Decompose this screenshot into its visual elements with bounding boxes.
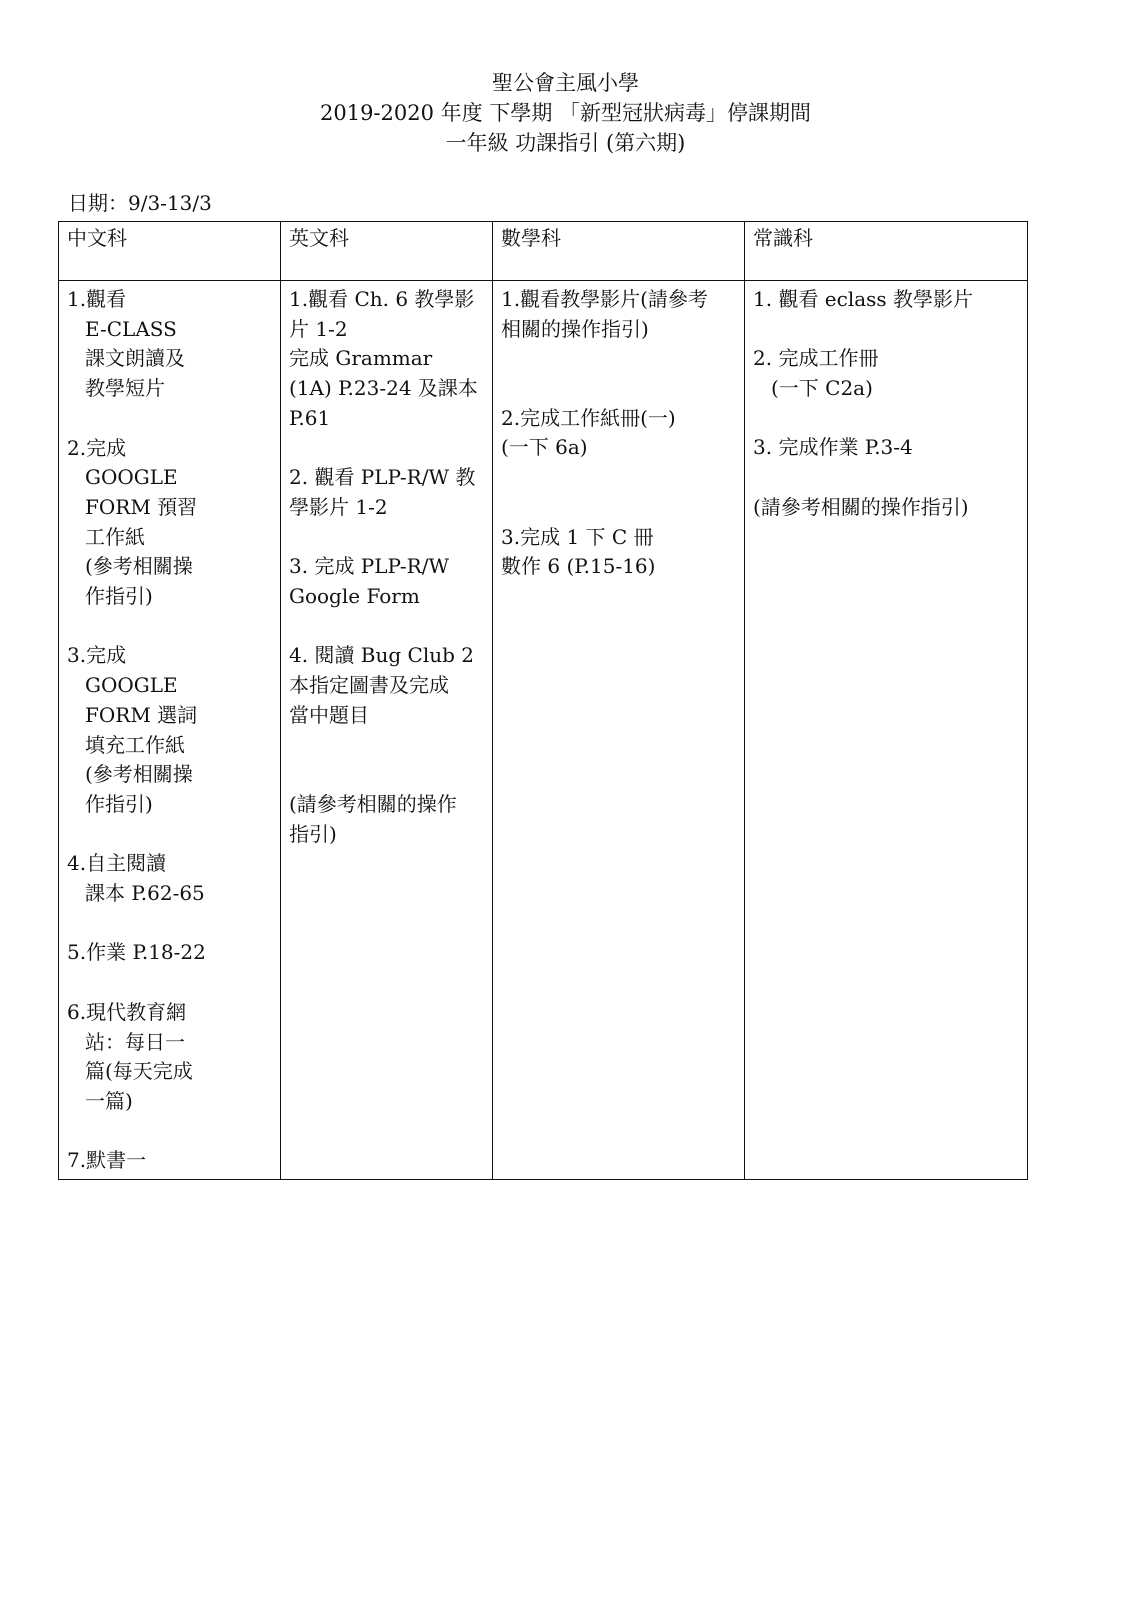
column-header-chinese: 中文科 [59, 222, 281, 281]
chinese-line: GOOGLE [85, 465, 178, 490]
chinese-line: 篇(每天完成 [85, 1059, 193, 1084]
math-line [501, 493, 736, 523]
chinese-line: 填充工作紙 [85, 732, 185, 757]
chinese-line: 工作紙 [85, 524, 145, 549]
chinese-line: (參考相關操 [85, 762, 193, 787]
math-line: 2.完成工作紙冊(一) [501, 405, 676, 430]
chinese-line: 6.現代教育網 [67, 999, 187, 1024]
chinese-line: 課文朗讀及 [85, 346, 185, 371]
chinese-line [67, 820, 272, 850]
chinese-cell [59, 281, 281, 1180]
math-line: (一下 6a) [501, 435, 588, 460]
english-line: 片 1-2 [289, 316, 348, 341]
math-line: 3.完成 1 下 C 冊 [501, 524, 654, 549]
general-studies-line: 3. 完成作業 P.3-4 [753, 435, 913, 460]
math-line [501, 344, 736, 374]
chinese-line: 站：每日一 [85, 1029, 185, 1054]
english-line: 4. 閱讀 Bug Club 2 [289, 643, 474, 668]
school-name: 聖公會主風小學 [492, 71, 639, 95]
general-studies-line [753, 463, 1019, 493]
chinese-line [67, 1117, 272, 1147]
table-body-row [59, 281, 1028, 1180]
english-line: P.61 [289, 405, 331, 430]
general-studies-line [753, 404, 1019, 434]
english-line [289, 434, 484, 464]
document-title: 一年級 功課指引 (第六期) [445, 131, 686, 155]
homework-table [58, 221, 1028, 1180]
english-line: 指引) [289, 821, 337, 846]
chinese-line: 7.默書一 [67, 1148, 147, 1173]
english-line: 學影片 1-2 [289, 494, 388, 519]
chinese-line: 5.作業 P.18-22 [67, 940, 206, 965]
column-header-general-studies: 常識科 [745, 222, 1028, 281]
english-line [289, 731, 484, 761]
general-studies-line: 1. 觀看 eclass 教學影片 [753, 287, 974, 311]
column-header-math: 數學科 [493, 222, 745, 281]
math-line: 1.觀看教學影片(請參考 [501, 287, 708, 311]
document-header [0, 68, 1131, 158]
general-studies-line: (請參考相關的操作指引) [753, 494, 969, 519]
english-line: (請參考相關的操作 [289, 791, 457, 816]
chinese-line [67, 909, 272, 939]
english-line: (1A) P.23-24 及課本 [289, 376, 478, 401]
column-header-english: 英文科 [281, 222, 493, 281]
english-line: 完成 Grammar [289, 346, 433, 371]
chinese-line: FORM 選詞 [85, 702, 198, 727]
math-line [501, 463, 736, 493]
general-studies-line: 2. 完成工作冊 [753, 346, 879, 371]
english-cell [281, 281, 493, 1180]
math-line: 數作 6 (P.15-16) [501, 554, 656, 579]
chinese-line: E-CLASS [85, 316, 177, 341]
chinese-line: 4.自主閱讀 [67, 851, 167, 876]
english-line [289, 760, 484, 790]
english-line: 本指定圖書及完成 [289, 673, 449, 698]
english-line: 3. 完成 PLP-R/W [289, 554, 450, 579]
chinese-line: 教學短片 [85, 376, 165, 401]
chinese-line [67, 404, 272, 434]
chinese-line: 2.完成 [67, 435, 127, 460]
english-line [289, 523, 484, 553]
english-line: 1.觀看 Ch. 6 教學影 [289, 287, 475, 311]
general-studies-cell [745, 281, 1028, 1180]
math-line [501, 374, 736, 404]
chinese-line: 1.觀看 [67, 287, 127, 311]
chinese-line: FORM 預習 [85, 494, 198, 519]
document-subtitle: 2019-2020 年度 下學期 「新型冠狀病毒」停課期間 [319, 101, 811, 125]
chinese-line: (參考相關操 [85, 554, 193, 579]
chinese-line: 一篇) [85, 1088, 133, 1113]
math-cell [493, 281, 745, 1180]
english-line [289, 612, 484, 642]
general-studies-line: (一下 C2a) [771, 376, 873, 401]
english-line: Google Form [289, 584, 420, 608]
chinese-line: 課本 P.62-65 [85, 881, 205, 906]
chinese-line: 3.完成 [67, 643, 127, 668]
general-studies-line [753, 315, 1019, 345]
english-line: 2. 觀看 PLP-R/W 教 [289, 465, 476, 490]
math-line: 相關的操作指引) [501, 316, 649, 341]
table-header-row [59, 222, 1028, 281]
english-line: 當中題目 [289, 702, 369, 727]
chinese-line [67, 612, 272, 642]
chinese-line: 作指引) [85, 791, 153, 816]
chinese-line: 作指引) [85, 584, 153, 609]
date-label: 日期：9/3-13/3 [68, 191, 212, 215]
chinese-line: GOOGLE [85, 673, 178, 698]
chinese-line [67, 968, 272, 998]
